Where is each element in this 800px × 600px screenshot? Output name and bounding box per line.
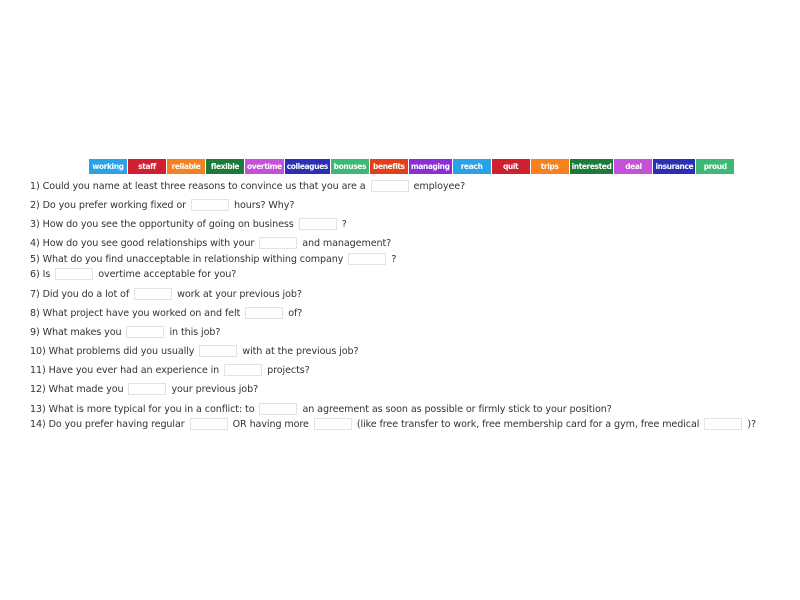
answer-blank[interactable]: [199, 345, 237, 357]
word-tile-colleagues[interactable]: colleagues: [285, 159, 330, 174]
answer-blank[interactable]: [224, 364, 262, 376]
question-text: 10) What problems did you usually: [30, 346, 195, 357]
question-9: [30, 326, 220, 339]
question-text: 8) What project have you worked on and felt: [30, 308, 241, 319]
question-text: an agreement as soon as possible or firmly stick to your position?: [302, 404, 612, 415]
question-text: of?: [288, 308, 303, 319]
question-14: [30, 418, 756, 431]
answer-blank[interactable]: [245, 307, 283, 319]
question-text: 7) Did you do a lot of: [30, 289, 130, 300]
answer-blank[interactable]: [348, 253, 386, 265]
question-text: hours? Why?: [233, 200, 295, 211]
word-tile-flexible[interactable]: flexible: [206, 159, 244, 174]
word-tile-reliable[interactable]: reliable: [167, 159, 205, 174]
word-tile-insurance[interactable]: insurance: [653, 159, 695, 174]
question-text: in this job?: [169, 327, 221, 338]
answer-blank[interactable]: [190, 418, 228, 430]
question-text: 9) What makes you: [30, 327, 122, 338]
question-text: 3) How do you see the opportunity of going on business: [30, 219, 294, 230]
question-4: [30, 237, 391, 250]
question-text: and management?: [302, 238, 392, 249]
answer-blank[interactable]: [259, 403, 297, 415]
word-tile-quit[interactable]: quit: [492, 159, 530, 174]
question-5: [30, 253, 396, 266]
question-text: 12) What made you: [30, 384, 124, 395]
word-tile-reach[interactable]: reach: [453, 159, 491, 174]
answer-blank[interactable]: [299, 218, 337, 230]
question-text: 6) Is: [30, 269, 51, 280]
question-10: [30, 345, 359, 358]
answer-blank[interactable]: [259, 237, 297, 249]
question-6: [30, 268, 236, 281]
word-tile-trips[interactable]: trips: [531, 159, 569, 174]
question-text: with at the previous job?: [242, 346, 359, 357]
word-tile-benefits[interactable]: benefits: [370, 159, 408, 174]
answer-blank[interactable]: [128, 383, 166, 395]
question-text: employee?: [413, 181, 466, 192]
word-tile-managing[interactable]: managing: [409, 159, 452, 174]
word-tile-overtime[interactable]: overtime: [245, 159, 284, 174]
question-text: 4) How do you see good relationships with your: [30, 238, 255, 249]
answer-blank[interactable]: [371, 180, 409, 192]
question-text: (like free transfer to work, free membership card for a gym, free medical: [356, 419, 700, 430]
question-8: [30, 307, 302, 320]
answer-blank[interactable]: [191, 199, 229, 211]
answer-blank[interactable]: [55, 268, 93, 280]
question-text: overtime acceptable for you?: [98, 269, 237, 280]
question-text: ?: [341, 219, 347, 230]
question-3: [30, 218, 347, 231]
answer-blank[interactable]: [704, 418, 742, 430]
question-text: 2) Do you prefer working fixed or: [30, 200, 186, 211]
question-text: 13) What is more typical for you in a conflict: to: [30, 404, 255, 415]
question-1: [30, 180, 465, 193]
question-text: 5) What do you find unacceptable in relationship withing company: [30, 254, 344, 265]
question-text: projects?: [267, 365, 310, 376]
question-text: )?: [747, 419, 756, 430]
question-text: work at your previous job?: [177, 289, 302, 300]
word-tile-interested[interactable]: interested: [570, 159, 614, 174]
word-tile-proud[interactable]: proud: [696, 159, 734, 174]
question-text: your previous job?: [171, 384, 259, 395]
question-text: OR having more: [232, 419, 309, 430]
answer-blank[interactable]: [314, 418, 352, 430]
word-tile-working[interactable]: working: [89, 159, 127, 174]
word-tile-deal[interactable]: deal: [614, 159, 652, 174]
question-7: [30, 288, 302, 301]
answer-blank[interactable]: [126, 326, 164, 338]
question-text: 1) Could you name at least three reasons to convince us that you are a: [30, 181, 366, 192]
answer-blank[interactable]: [134, 288, 172, 300]
word-bank: [89, 159, 734, 174]
question-text: 11) Have you ever had an experience in: [30, 365, 220, 376]
word-tile-bonuses[interactable]: bonuses: [331, 159, 369, 174]
word-tile-staff[interactable]: staff: [128, 159, 166, 174]
question-11: [30, 364, 310, 377]
question-text: ?: [391, 254, 397, 265]
question-text: 14) Do you prefer having regular: [30, 419, 185, 430]
question-13: [30, 403, 612, 416]
question-12: [30, 383, 258, 396]
question-2: [30, 199, 294, 212]
